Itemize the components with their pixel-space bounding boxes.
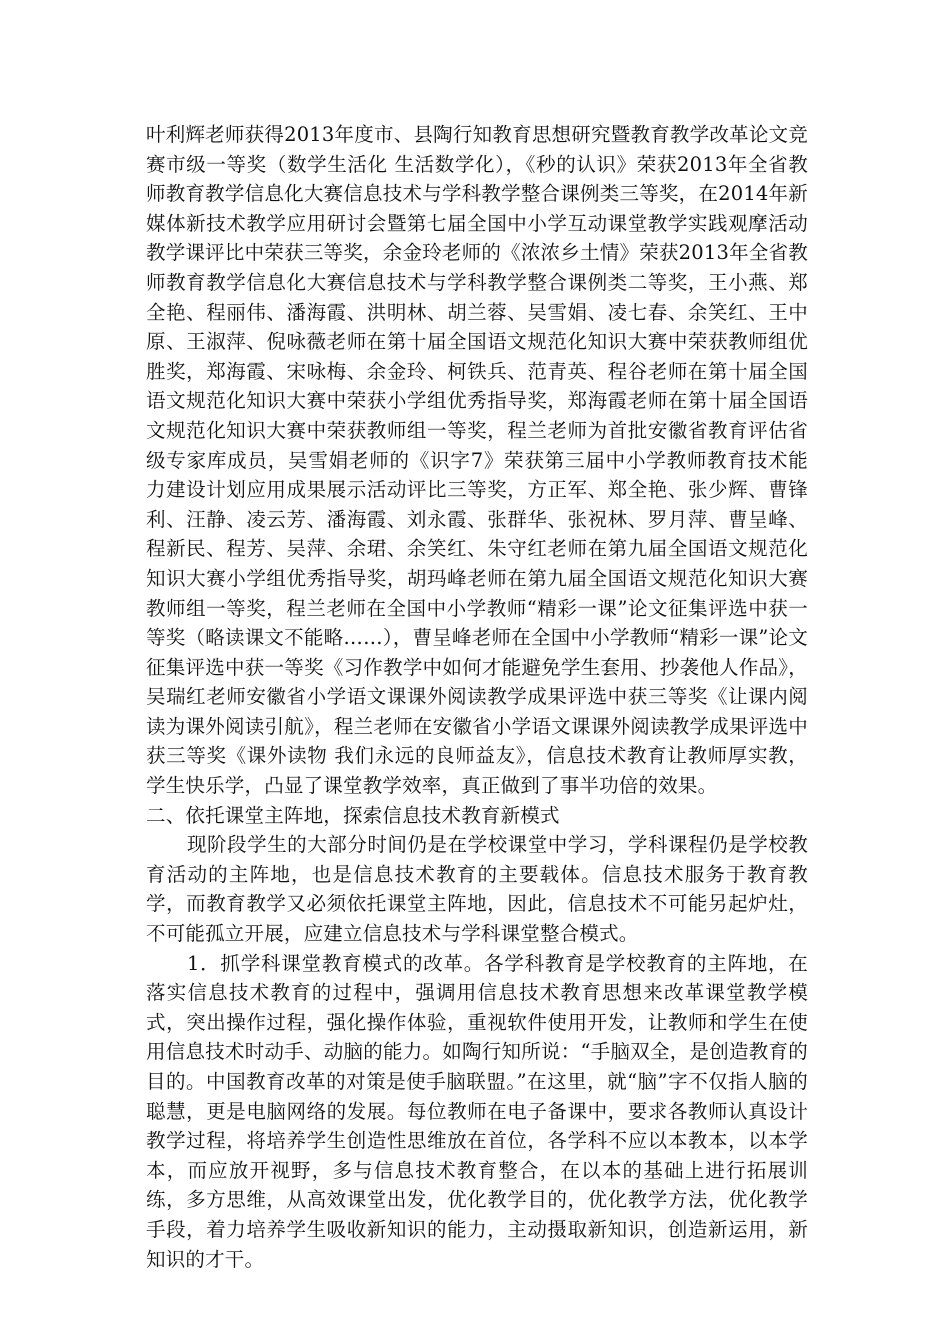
paragraph-classroom: 现阶段学生的大部分时间仍是在学校课堂中学习，学科课程仍是学校教育活动的主阵地，也是信息技术教育的主要载体。信息技术服务于教育教学，而教育教学又必须依托课堂主阵地，因此，信息技术不可能另起炉灶，不可能孤立开展，应建立信息技术与学科课堂整合模式。 — [146, 833, 808, 946]
paragraph-reform: 1．抓学科课堂教育模式的改革。各学科教育是学校教育的主阵地，在落实信息技术教育的过程中，强调用信息技术教育思想来改革课堂教学模式，突出操作过程，强化操作体验，重视软件使用开发，让教师和学生在使用信息技术时动手、动脑的能力。如陶行知所说：“手脑双全，是创造教育的目的。中国教育改革的对策是使手脑联盟。”在这里，就“脑”字不仅指人脑的聪慧，更是电脑网络的发展。每位教师在电子备课中，要求各教师认真设计教学过程，将培养学生创造性思维放在首位，各学科不应以本教本，以本学本，而应放开视野，多与信息技术教育整合，在以本的基础上进行拓展训练，多方思维，从高效课堂出发，优化教学目的，优化教学方法，优化教学手段，着力培养学生吸收新知识的能力，主动摄取新知识，创造新运用，新知识的才干。 — [146, 951, 808, 1271]
document-page — [146, 120, 808, 1274]
paragraph-awards: 叶利辉老师获得2013年度市、县陶行知教育思想研究暨教育教学改革论文竞赛市级一等奖（数学生活化 生活数学化），《秒的认识》荣获2013年全省教师教育教学信息化大赛信息技术与学科教学整合课例类三等奖，在2014年新媒体新技术教学应用研讨会暨第七届全国中小学互动课堂教学实践观摩活动教学课评比中荣获三等奖，余金玲老师的《浓浓乡土情》荣获2013年全省教师教育教学信息化大赛信息技术与学科教学整合课例类二等奖，王小燕、郑全艳、程丽伟、潘海霞、洪明林、胡兰蓉、吴雪娟、凌七春、余笑红、王中原、王淑萍、倪咏薇老师在第十届全国语文规范化知识大赛中荣获教师组优胜奖，郑海霞、宋咏梅、余金玲、柯铁兵、范青英、程谷老师在第十届全国语文规范化知识大赛中荣获小学组优秀指导奖，郑海霞老师在第十届全国语文规范化知识大赛中荣获教师组一等奖，程兰老师为首批安徽省教育评估省级专家库成员，吴雪娟老师的《识字7》荣获第三届中小学教师教育技术能力建设计划应用成果展示活动评比三等奖，方正军、郑全艳、张少辉、曹锋利、汪静、凌云芳、潘海霞、刘永霞、张群华、张祝林、罗月萍、曹呈峰、程新民、程芳、吴萍、余珺、余笑红、朱守红老师在第九届全国语文规范化知识大赛小学组优秀指导奖，胡玛峰老师在第九届全国语文规范化知识大赛教师组一等奖，程兰老师在全国中小学教师“精彩一课”论文征集评选中获一等奖（略读课文不能略……），曹呈峰老师在全国中小学教师“精彩一课”论文征集评选中获一等奖《习作教学中如何才能避免学生套用、抄袭他人作品》，吴瑞红老师安徽省小学语文课课外阅读教学成果评选中获三等奖《让课内阅读为课外阅读引航》，程兰老师在安徽省小学语文课课外阅读教学成果评选中获三等奖《课外读物 我们永远的良师益友》，信息技术教育让教师厚实教，学生快乐学，凸显了课堂教学效率，真正做到了事半功倍的效果。 — [146, 123, 808, 798]
section-heading-2: 二、依托课堂主阵地，探索信息技术教育新模式 — [146, 803, 560, 827]
